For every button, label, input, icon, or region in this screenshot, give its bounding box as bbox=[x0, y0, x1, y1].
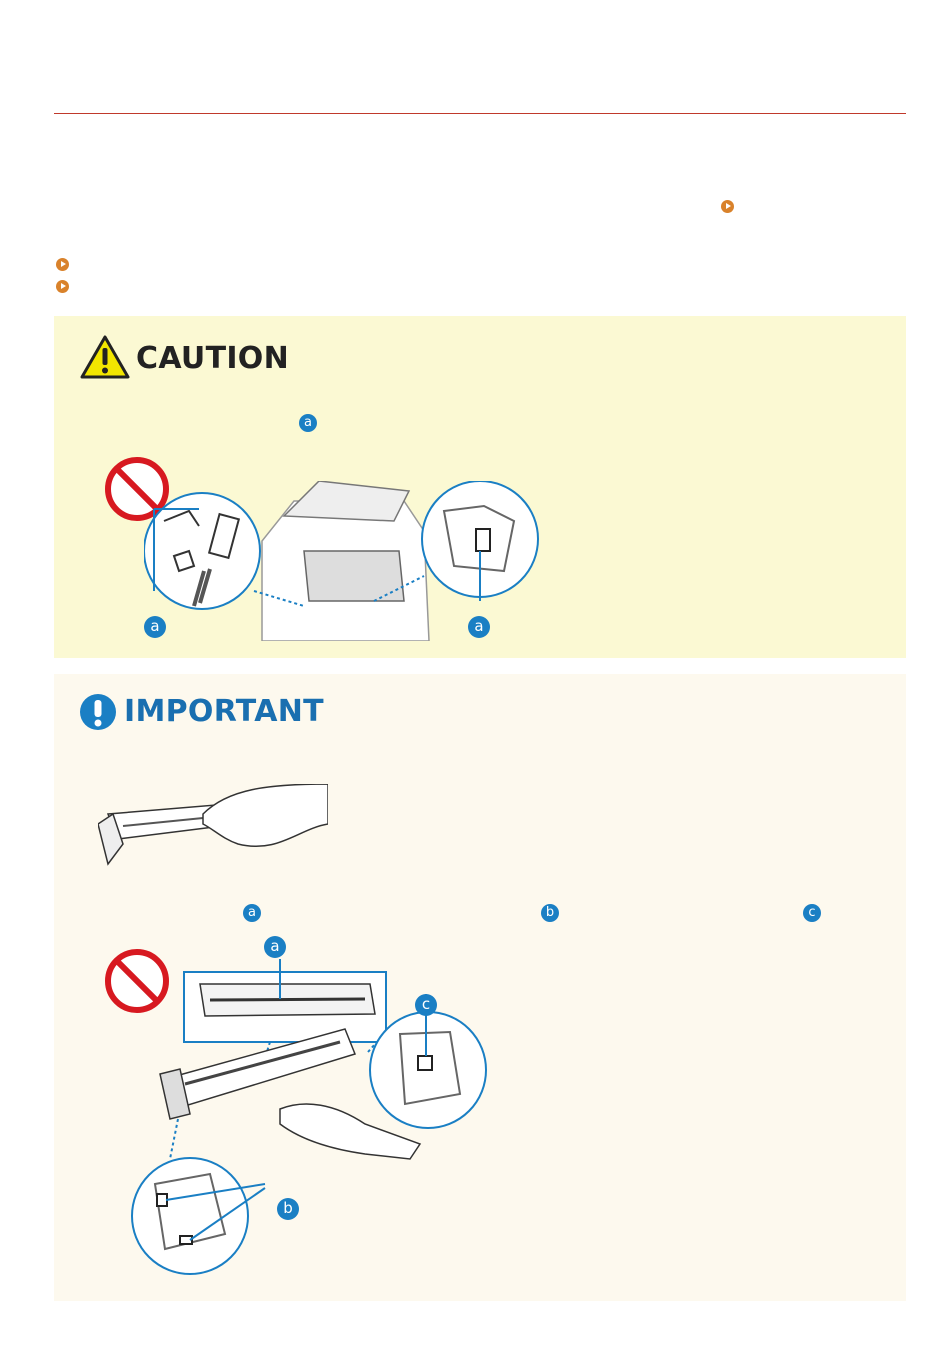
important-heading: IMPORTANT bbox=[124, 694, 324, 729]
exclamation-icon bbox=[78, 692, 118, 732]
link-arrow-icon[interactable] bbox=[721, 200, 734, 213]
callout-badge-c: c bbox=[803, 904, 821, 922]
title-rule bbox=[54, 113, 906, 114]
callout-badge-a: a bbox=[299, 414, 317, 432]
callout-badge-a: a bbox=[468, 616, 490, 638]
callout-badge-a: a bbox=[144, 616, 166, 638]
callout-badge-b: b bbox=[541, 904, 559, 922]
warning-triangle-icon bbox=[80, 334, 130, 380]
link-arrow-icon[interactable] bbox=[56, 280, 69, 293]
callout-badge-a: a bbox=[243, 904, 261, 922]
callout-badge-b: b bbox=[277, 1198, 299, 1220]
link-arrow-icon[interactable] bbox=[56, 258, 69, 271]
drum-surface-illustration bbox=[130, 944, 500, 1284]
drum-cartridge-hand-illustration bbox=[98, 784, 328, 874]
callout-badge-c: c bbox=[415, 994, 437, 1016]
caution-heading: CAUTION bbox=[136, 341, 290, 376]
callout-badge-a: a bbox=[264, 936, 286, 958]
caution-panel bbox=[54, 316, 906, 658]
important-panel bbox=[54, 674, 906, 1301]
